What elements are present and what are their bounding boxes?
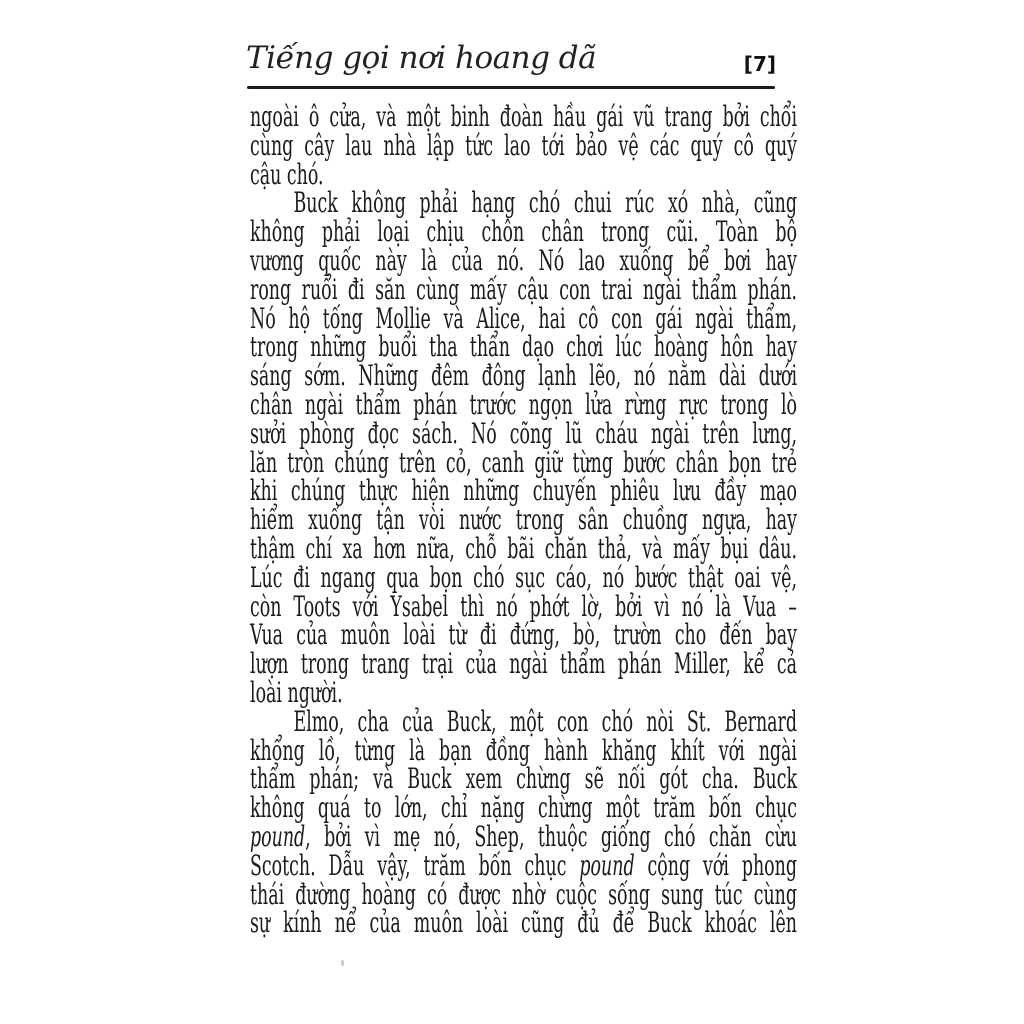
text-line: Vua của muôn loài từ đi đứng, bò, trườn cho đến bay bbox=[250, 618, 798, 652]
text-line: Buck không phải hạng chó chui rúc xó nhà, cũng bbox=[293, 186, 798, 220]
text-line: sự kính nể của muôn loài cũng đủ để Buck khoác lên bbox=[250, 906, 798, 940]
page-number: [7] bbox=[743, 52, 776, 76]
header-rule bbox=[247, 86, 775, 89]
text-line: Nó hộ tống Mollie và Alice, hai cô con gái ngài thẩm, bbox=[250, 301, 798, 335]
text-line: Lúc đi ngang qua bọn chó sục cáo, nó bước thật oai vệ, bbox=[250, 560, 798, 594]
text-line: vương quốc này là của nó. Nó lao xuống bể bơi hay bbox=[250, 243, 798, 277]
text-line: khổng lồ, từng là bạn đồng hành khăng khít với ngài bbox=[250, 733, 798, 767]
text-line: sáng sớm. Những đêm đông lạnh lẽo, nó nằm dài dưới bbox=[250, 359, 798, 393]
text-line: pound, bởi vì mẹ nó, Shep, thuộc giống chó chăn cừu bbox=[250, 819, 798, 853]
text-line: Elmo, cha của Buck, một con chó nòi St. Bernard bbox=[293, 704, 798, 738]
text-line: sưởi phòng đọc sách. Nó cõng lũ cháu ngài trên lưng, bbox=[250, 416, 798, 450]
text-line: không phải loại chịu chôn chân trong cũi. Toàn bộ bbox=[250, 215, 798, 249]
text-line: khi chúng thực hiện những chuyến phiêu lưu đầy mạo bbox=[250, 474, 798, 508]
text-line: rong ruổi đi săn cùng mấy cậu con trai ngài thẩm phán. bbox=[250, 272, 798, 306]
paragraph bbox=[250, 186, 798, 709]
text-line: ngoài ô cửa, và một binh đoàn hầu gái vũ trang bởi chổi bbox=[250, 100, 798, 133]
text-line: chân ngài thẩm phán trước ngọn lửa rừng rực trong lò bbox=[250, 387, 798, 421]
running-head-title: Tiếng gọi nơi hoang dã bbox=[246, 40, 597, 76]
paragraph bbox=[250, 100, 798, 191]
scan-artifact bbox=[341, 960, 344, 966]
text-line: Scotch. Dẫu vậy, trăm bốn chục pound cộng với phong bbox=[250, 848, 798, 882]
text-line: còn Toots với Ysabel thì nó phớt lờ, bởi vì nó là Vua – bbox=[250, 589, 798, 623]
text-line: không quá to lớn, chỉ nặng chừng một trăm bốn chục bbox=[250, 791, 798, 825]
text-line: hiểm xuống tận vòi nước trong sân chuồng ngựa, hay bbox=[250, 503, 798, 537]
paragraph bbox=[250, 704, 798, 940]
text-line: thái đường hoàng có được nhờ cuộc sống sung túc cùng bbox=[250, 877, 798, 911]
text-line: trong những buổi tha thẩn dạo chơi lúc hoàng hôn hay bbox=[250, 330, 798, 364]
text-line: loài người. bbox=[250, 675, 343, 709]
text-line: thẩm phán; và Buck xem chừng sẽ nối gót cha. Buck bbox=[250, 762, 798, 796]
text-line: lượn trong trang trại của ngài thẩm phán Miller, kể cả bbox=[250, 647, 798, 681]
text-line: cậu chó. bbox=[250, 157, 324, 191]
text-line: thậm chí xa hơn nữa, chỗ bãi chăn thả, và mấy bụi dâu. bbox=[250, 531, 798, 565]
text-line: cùng cây lau nhà lập tức lao tới bảo vệ các quý cô quý bbox=[250, 128, 798, 162]
text-line: lăn tròn chúng trên cỏ, canh giữ từng bước chân bọn trẻ bbox=[250, 445, 798, 479]
body-text bbox=[250, 100, 798, 940]
